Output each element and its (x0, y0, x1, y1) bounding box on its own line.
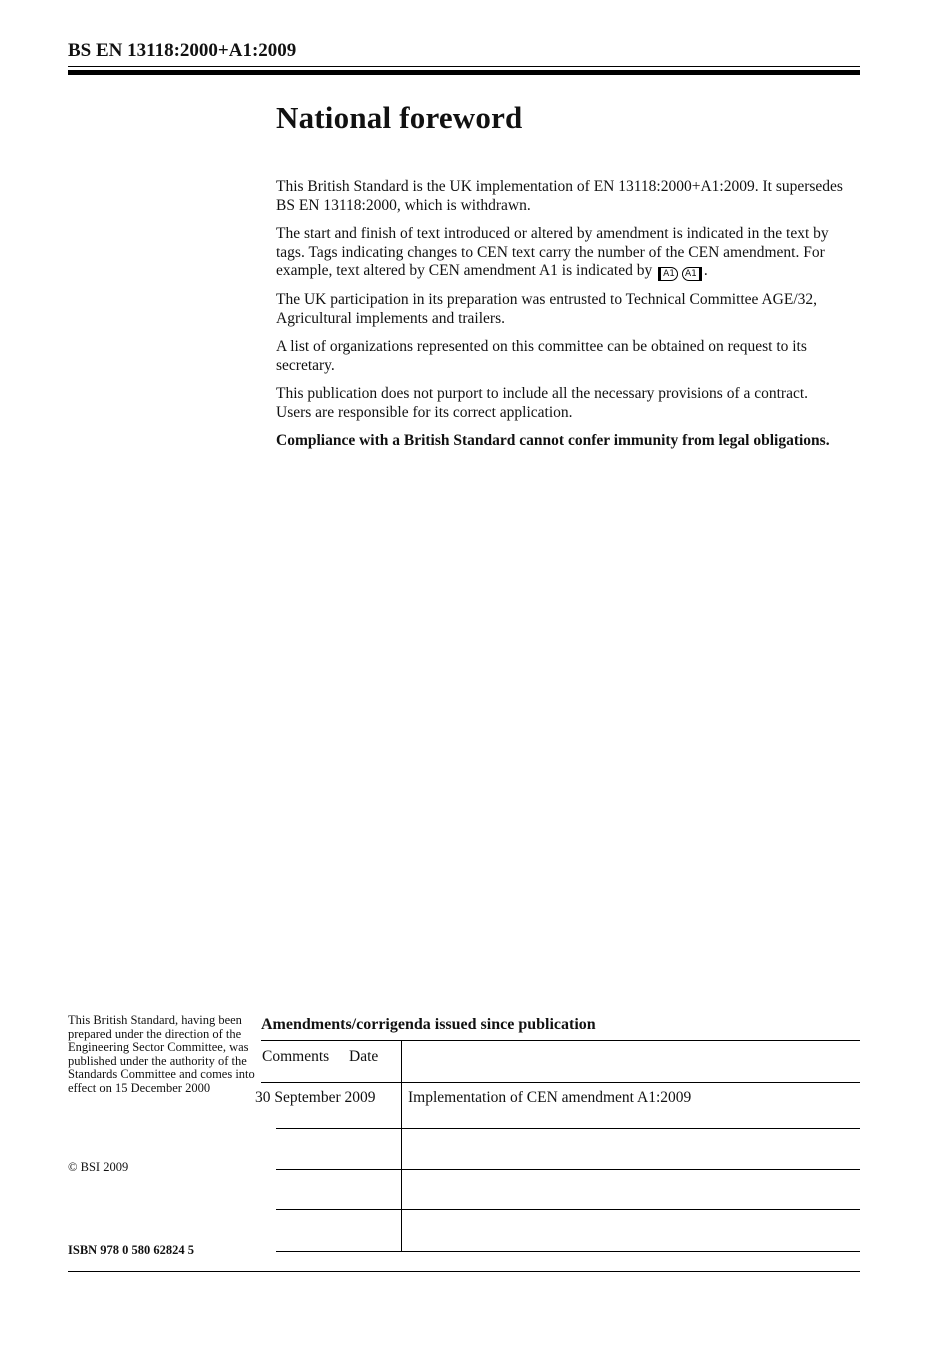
foreword-paragraph-5: This publication does not purport to include all the necessary provisions of a contract. Users are responsible for its correct application. (276, 385, 809, 421)
national-foreword (276, 100, 846, 461)
foreword-paragraph-2-end: . (703, 262, 708, 279)
header-date: Date (349, 1048, 379, 1065)
table-row-rule (276, 1209, 860, 1210)
amendment-end-tag-icon: A1 (682, 267, 702, 281)
header-comments: Comments (262, 1048, 330, 1065)
header-rule-thick (68, 70, 860, 75)
isbn: ISBN 978 0 580 62824 5 (68, 1243, 195, 1257)
table-column-divider (401, 1040, 402, 1251)
table-header-rule (261, 1082, 860, 1083)
table-bottom-rule (276, 1251, 860, 1252)
foreword-paragraph-1: This British Standard is the UK implementation of EN 13118:2000+A1:2009. It supersedes BS EN 13118:2000, which is withdrawn. (276, 178, 843, 214)
table-row-rule (276, 1169, 860, 1170)
document-id: BS EN 13118:2000+A1:2009 (68, 40, 297, 61)
copyright: © BSI 2009 (68, 1160, 129, 1174)
foreword-heading: National foreword (276, 100, 523, 135)
compliance-statement: Compliance with a British Standard cannot confer immunity from legal obligations. (276, 432, 830, 449)
foreword-paragraph-4: A list of organizations represented on this committee can be obtained on request to its secretary. (276, 338, 807, 374)
foreword-paragraph-2 (276, 225, 846, 281)
foreword-paragraph-3: The UK participation in its preparation was entrusted to Technical Committee AGE/32, Agricultural implements and trailers. (276, 291, 817, 327)
table-row-rule (276, 1128, 860, 1129)
amendment-date: 30 September 2009 (255, 1089, 376, 1106)
header-rule-thin (68, 66, 860, 67)
foreword-paragraph-2-text: The start and finish of text introduced or altered by amendment is indicated in the text by tags. Tags indicating changes to CEN text carry the number of the CEN amendment. For example, text altered by CEN amendment A1 is indicated by (276, 225, 829, 279)
publication-note: This British Standard, having been prepared under the direction of the Engineering Sector Committee, was published under the authority of the Standards Committee and comes into effect on 15 December 2000 (68, 1013, 255, 1095)
table-top-rule (261, 1040, 860, 1041)
footer-rule (68, 1271, 860, 1272)
amendments-title: Amendments/corrigenda issued since publication (261, 1016, 596, 1033)
amendment-comment: Implementation of CEN amendment A1:2009 (408, 1089, 692, 1106)
amendment-start-tag-icon: A1 (658, 267, 678, 281)
